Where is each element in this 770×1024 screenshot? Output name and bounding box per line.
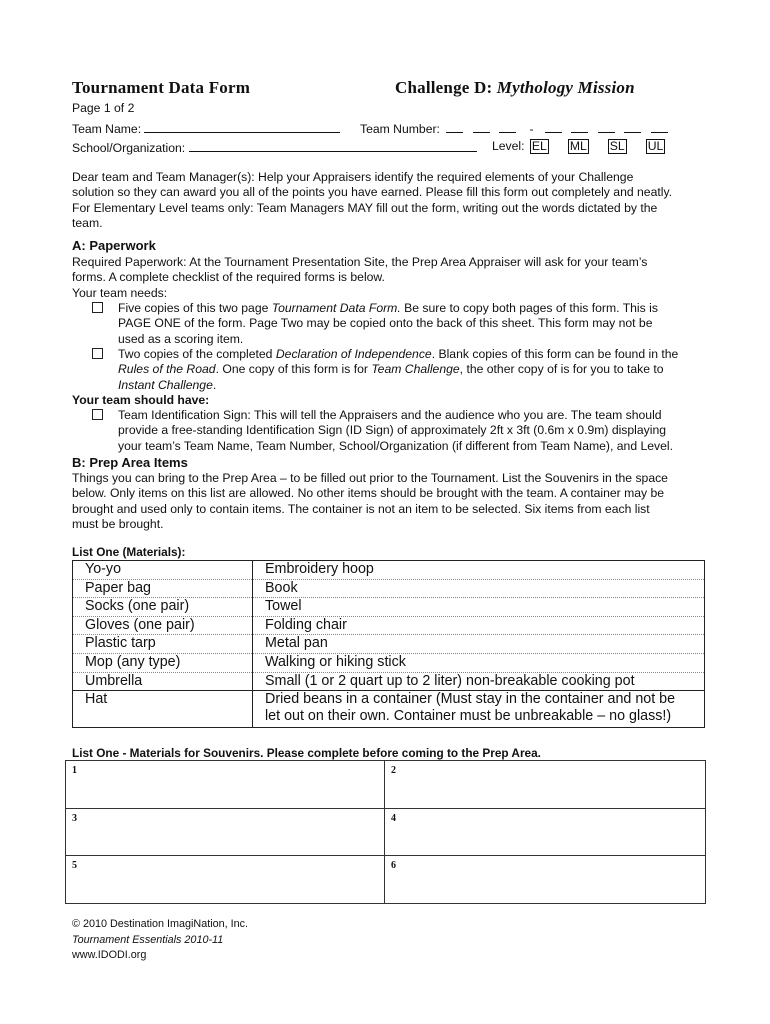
material-cell: Mop (any type) (73, 653, 253, 672)
footer-url: www.IDODI.org (72, 949, 147, 962)
table-row (66, 808, 706, 856)
checkbox-icon[interactable] (92, 348, 103, 359)
souvenir-cell-2[interactable]: 2 (385, 761, 706, 809)
checklist-item-text: Team Identification Sign: This will tell the Appraisers and the audience who you are. The team should provide a free-standing Identification Sign (ID Sign) of approximately 2ft x 3ft (0.6m x 0.9m) displaying your team’s Team Name, Team Number, School/Organization (if different from Team Name), and Level. (118, 408, 674, 453)
souvenir-cell-3[interactable]: 3 (66, 808, 385, 856)
table-row (73, 635, 705, 654)
section-b-line: Things you can bring to the Prep Area – to be filled out prior to the Tournament. List the Souvenirs in the space (72, 471, 668, 485)
material-cell: Folding chair (253, 616, 705, 635)
team-number-label: Team Number: (360, 122, 440, 136)
team-number-digit-7[interactable] (624, 120, 641, 133)
table-row (73, 691, 705, 728)
level-option-el[interactable]: EL (531, 139, 547, 153)
form-title: Tournament Data Form (72, 78, 251, 97)
school-input[interactable] (189, 139, 477, 152)
footer-copyright: © 2010 Destination ImagiNation, Inc. (72, 918, 249, 930)
material-cell: Paper bag (73, 579, 253, 598)
team-number-digit-1[interactable] (446, 120, 463, 133)
intro-line: solution so they can award you all of the points you have earned. Please fill this form out completely and neatly. (72, 185, 673, 200)
intro-line: For Elementary Level teams only: Team Managers MAY fill out the form, writing out the words dictated by the (72, 200, 658, 215)
page-indicator: Page 1 of 2 (72, 101, 135, 115)
section-b-heading: B: Prep Area Items (72, 455, 188, 470)
level-option-sl[interactable]: SL (609, 139, 625, 153)
team-name-input[interactable] (144, 120, 340, 133)
level-field (492, 139, 684, 154)
team-name-label: Team Name: (72, 122, 142, 136)
table-row (73, 672, 705, 691)
table-row (66, 761, 706, 809)
team-number-digit-5[interactable] (571, 120, 588, 133)
needs-label: Your team needs: (72, 285, 168, 300)
team-number-field (360, 120, 668, 137)
materials-table (72, 560, 705, 728)
intro-line: Dear team and Team Manager(s): Help your Appraisers identify the required elements of your Challenge (72, 170, 634, 184)
team-number-digit-4[interactable] (545, 120, 562, 133)
section-a-intro (72, 255, 712, 301)
section-a-heading: A: Paperwork (72, 238, 156, 253)
footer-edition: Tournament Essentials 2010-11 (72, 933, 224, 946)
level-option-ul[interactable]: UL (647, 139, 664, 153)
team-number-dash: - (529, 122, 534, 136)
material-cell: Small (1 or 2 quart up to 2 liter) non-breakable cooking pot (253, 672, 705, 691)
intro-paragraph (72, 170, 712, 231)
material-cell: Towel (253, 598, 705, 617)
material-cell: Metal pan (253, 635, 705, 654)
table-row (73, 579, 705, 598)
checklist-item-text: Two copies of the completed Declaration of Independence. Blank copies of this form can be found in the Rules of the Road. One copy of this form is for Team Challenge, the other copy of is for you to take to Instant Challenge. (118, 347, 679, 392)
section-a-line: Required Paperwork: At the Tournament Presentation Site, the Prep Area Appraiser will ask for your team’s (72, 255, 648, 269)
level-option-ml[interactable]: ML (569, 139, 587, 153)
checklist-item-data-form (92, 301, 712, 346)
team-name-field (72, 120, 340, 137)
checklist-item-text: Five copies of this two page Tournament Data Form. Be sure to copy both pages of this form. This is PAGE ONE of the form. Page Two may be copied onto the back of this sheet. This form may not be used as a scoring item. (118, 301, 658, 346)
table-row (73, 616, 705, 635)
team-number-digit-6[interactable] (598, 120, 615, 133)
material-cell: Walking or hiking stick (253, 653, 705, 672)
material-cell: Embroidery hoop (253, 561, 705, 580)
team-number-digit-2[interactable] (473, 120, 490, 133)
material-cell: Dried beans in a container (Must stay in the container and not be let out on their own. Container must be unbreakable – no glass!) (253, 691, 705, 728)
checkbox-icon[interactable] (92, 302, 103, 313)
checklist-item-id-sign (92, 408, 712, 453)
table-row (73, 598, 705, 617)
table-row (73, 653, 705, 672)
section-b-line: brought and used only to contain items. The container is not an item to be selected. Six items from each list (72, 501, 650, 516)
materials-list-label: List One (Materials): (72, 545, 186, 559)
challenge-title-prefix: Challenge D: (395, 78, 497, 97)
section-b-line: must be brought. (72, 516, 164, 531)
school-label: School/Organization: (72, 141, 186, 155)
table-row (73, 561, 705, 580)
souvenir-cell-1[interactable]: 1 (66, 761, 385, 809)
material-cell: Socks (one pair) (73, 598, 253, 617)
checklist-item-declaration (92, 347, 712, 392)
souvenir-cell-6[interactable]: 6 (385, 856, 706, 904)
team-number-digit-8[interactable] (651, 120, 668, 133)
section-a-line: forms. A complete checklist of the required forms is below. (72, 270, 385, 285)
checkbox-icon[interactable] (92, 409, 103, 420)
section-b-line: below. Only items on this list are allowed. No other items should be brought with the team. A container may be (72, 486, 665, 501)
table-row (66, 856, 706, 904)
souvenir-cell-4[interactable]: 4 (385, 808, 706, 856)
souvenir-list-label: List One - Materials for Souvenirs. Please complete before coming to the Prep Area. (72, 746, 541, 760)
should-have-label: Your team should have: (72, 393, 210, 407)
souvenir-cell-5[interactable]: 5 (66, 856, 385, 904)
material-cell: Hat (73, 691, 253, 728)
level-label: Level: (492, 139, 525, 153)
intro-line: team. (72, 215, 103, 230)
school-field (72, 139, 477, 156)
section-b-intro (72, 471, 712, 532)
souvenir-table (65, 760, 706, 904)
material-cell: Yo-yo (73, 561, 253, 580)
challenge-title-name: Mythology Mission (496, 78, 635, 97)
material-cell: Book (253, 579, 705, 598)
team-number-digit-3[interactable] (499, 120, 516, 133)
material-cell: Plastic tarp (73, 635, 253, 654)
material-cell: Umbrella (73, 672, 253, 691)
challenge-title (395, 78, 635, 98)
page-footer (72, 917, 248, 964)
material-cell: Gloves (one pair) (73, 616, 253, 635)
